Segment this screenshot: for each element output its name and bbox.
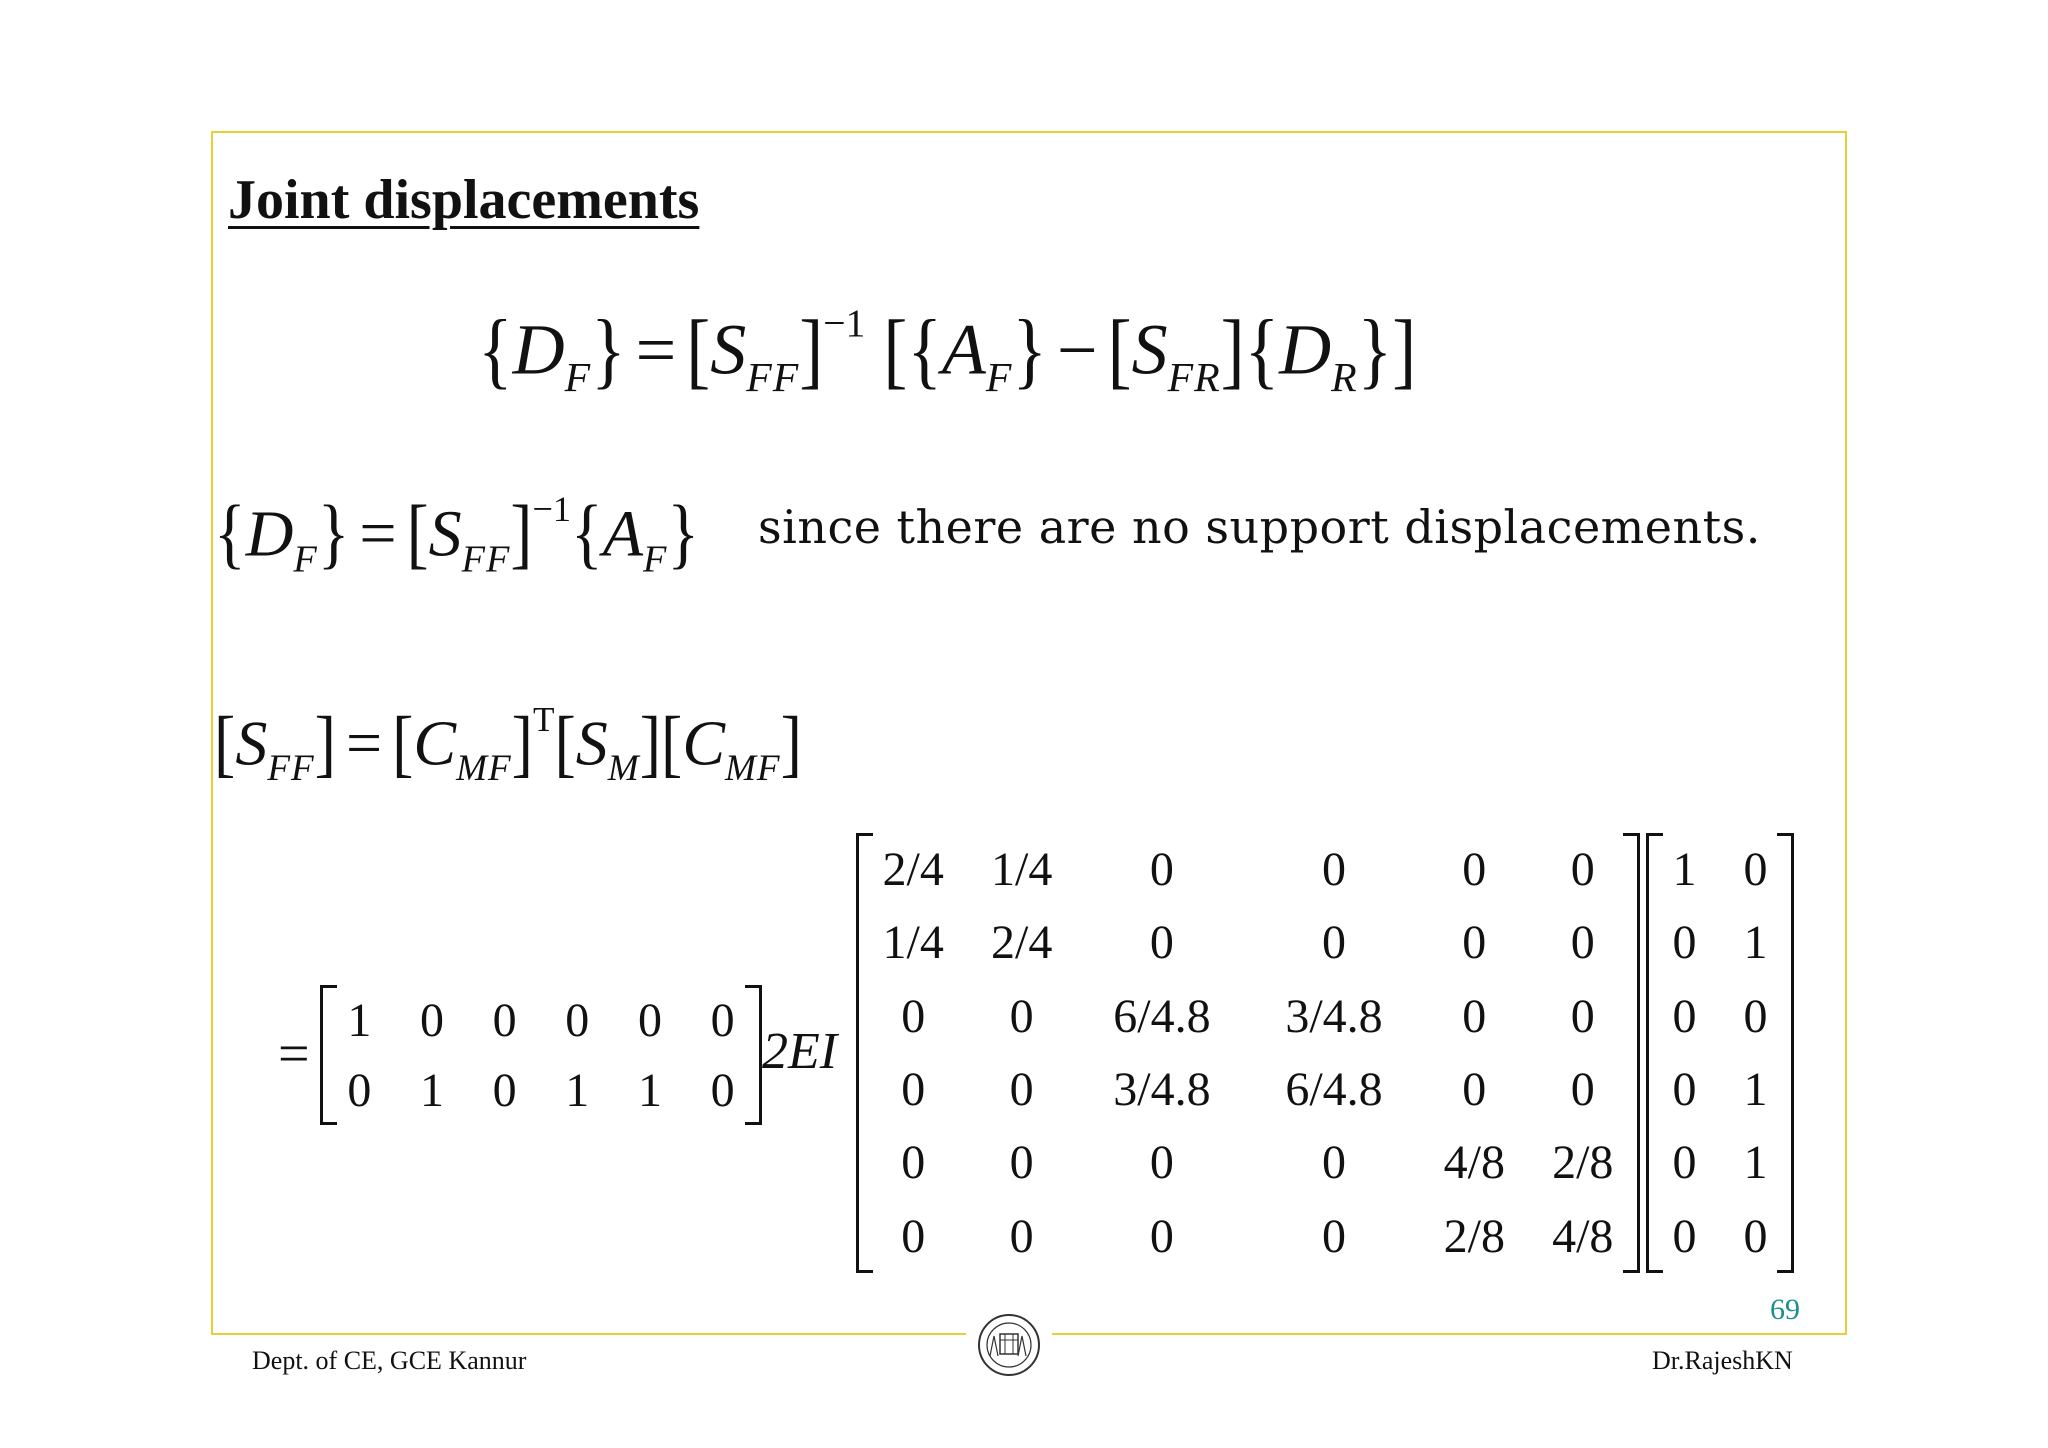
matrix-cell: 3/4.8: [1113, 1063, 1211, 1117]
matrix-cell: 0: [1672, 989, 1697, 1043]
matrix-cell: 0: [1009, 1136, 1034, 1190]
matrix-cell: 0: [1570, 989, 1595, 1043]
matrix-cell: 4/8: [1552, 1209, 1614, 1263]
matrix-cell: 0: [901, 1136, 926, 1190]
matrix-cell: 1: [1743, 1063, 1768, 1117]
footer-department: Dept. of CE, GCE Kannur: [252, 1346, 527, 1375]
matrix-cell: 0: [1462, 843, 1487, 897]
matrix-cell: 4/8: [1443, 1136, 1505, 1190]
slide-title: Joint displacements: [228, 169, 700, 231]
matrix-cell: 1: [565, 1063, 590, 1117]
matrix-cell: 0: [1743, 989, 1768, 1043]
matrix-cell: 2/8: [1552, 1136, 1614, 1190]
matrix-cell: 0: [1149, 1136, 1174, 1190]
footer-author: Dr.RajeshKN: [1652, 1346, 1793, 1375]
matrix-cell: 0: [1149, 843, 1174, 897]
matrix-cell: 0: [347, 1063, 372, 1117]
matrix-cell: 1: [1743, 916, 1768, 970]
matrix-cmf-transpose: [320, 985, 762, 1125]
matrix-cell: 1: [1672, 843, 1697, 897]
matrix-cell: 0: [1570, 843, 1595, 897]
matrix-row: [859, 1126, 1637, 1199]
matrix-cell: 0: [901, 1209, 926, 1263]
matrix-row: [859, 906, 1637, 979]
equation-note: since there are no support displacements.: [758, 500, 1761, 554]
matrix-cell: 0: [901, 1063, 926, 1117]
matrix-cmf: [1646, 833, 1794, 1273]
matrix-row: [1649, 1126, 1791, 1199]
matrix-row: [1649, 906, 1791, 979]
matrix-cell: 0: [1009, 1063, 1034, 1117]
matrix-cell: 0: [1672, 916, 1697, 970]
equals-sign: =: [278, 1023, 310, 1085]
page-number: 69: [1770, 1293, 1800, 1326]
matrix-cell: 0: [1149, 1209, 1174, 1263]
matrix-cell: 0: [419, 993, 444, 1047]
matrix-cell: 1: [347, 993, 372, 1047]
matrix-cell: 0: [710, 1063, 735, 1117]
matrix-cmf-transpose-table: [323, 985, 759, 1125]
matrix-cell: 6/4.8: [1113, 989, 1211, 1043]
matrix-cell: 0: [1322, 843, 1347, 897]
matrix-cell: 0: [1009, 1209, 1034, 1263]
matrix-cell: 0: [1322, 1136, 1347, 1190]
matrix-cell: 0: [492, 993, 517, 1047]
matrix-cell: 0: [1672, 1209, 1697, 1263]
multiplier-2ei: 2EI: [762, 1023, 838, 1080]
matrix-cell: 1: [419, 1063, 444, 1117]
matrix-cell: 0: [1322, 1209, 1347, 1263]
matrix-cell: 0: [1149, 916, 1174, 970]
matrix-cell: 2/8: [1443, 1209, 1505, 1263]
matrix-cell: 0: [565, 993, 590, 1047]
matrix-cell: 0: [1743, 843, 1768, 897]
matrix-row: [859, 980, 1637, 1053]
college-logo-icon: [976, 1312, 1042, 1378]
matrix-cell: 0: [637, 993, 662, 1047]
matrix-cmf-table: [1649, 833, 1791, 1273]
matrix-cell: 6/4.8: [1285, 1063, 1383, 1117]
matrix-cell: 2/4: [882, 843, 944, 897]
matrix-cell: 0: [1672, 1063, 1697, 1117]
matrix-cell: 0: [710, 993, 735, 1047]
matrix-row: [1649, 980, 1791, 1053]
matrix-cell: 1: [637, 1063, 662, 1117]
matrix-row: [323, 985, 759, 1055]
matrix-cell: 0: [1462, 989, 1487, 1043]
matrix-row: [859, 1200, 1637, 1273]
matrix-cell: 0: [1009, 989, 1034, 1043]
matrix-row: [1649, 1053, 1791, 1126]
matrix-cell: 1/4: [990, 843, 1053, 897]
matrix-cell: 0: [901, 989, 926, 1043]
matrix-row: [1649, 1200, 1791, 1273]
matrix-cell: 0: [1570, 916, 1595, 970]
matrix-cell: 2/4: [990, 916, 1053, 970]
matrix-row: [859, 1053, 1637, 1126]
matrix-cell: 1: [1743, 1136, 1768, 1190]
matrix-cell: 0: [1462, 1063, 1487, 1117]
matrix-cell: 0: [1462, 916, 1487, 970]
matrix-cell: 3/4.8: [1285, 989, 1383, 1043]
matrix-cell: 0: [1672, 1136, 1697, 1190]
equation-joint-displacement-general: $\{D_F\} = [S_{FF}]^{-1}$ $[\{A_F\} - [S_{FR}]\{D_R\}]$: [478, 301, 1417, 402]
matrix-cell: 0: [1743, 1209, 1768, 1263]
matrix-cell: 0: [492, 1063, 517, 1117]
equation-stiffness-matrix: $[S_{FF}] = [C_{MF}]^T[S_M][C_{MF}]$: [214, 700, 802, 790]
matrix-cell: 1/4: [882, 916, 944, 970]
matrix-row: [323, 1055, 759, 1125]
matrix-cell: 0: [1322, 916, 1347, 970]
matrix-cell: 0: [1570, 1063, 1595, 1117]
matrix-row: [859, 833, 1637, 906]
matrix-row: [1649, 833, 1791, 906]
matrix-sm: [856, 833, 1640, 1273]
matrix-sm-table: [859, 833, 1637, 1273]
equation-joint-displacement-simplified: $\{D_F\} = [S_{FF}]^{-1}\{A_F\}$: [214, 489, 700, 581]
